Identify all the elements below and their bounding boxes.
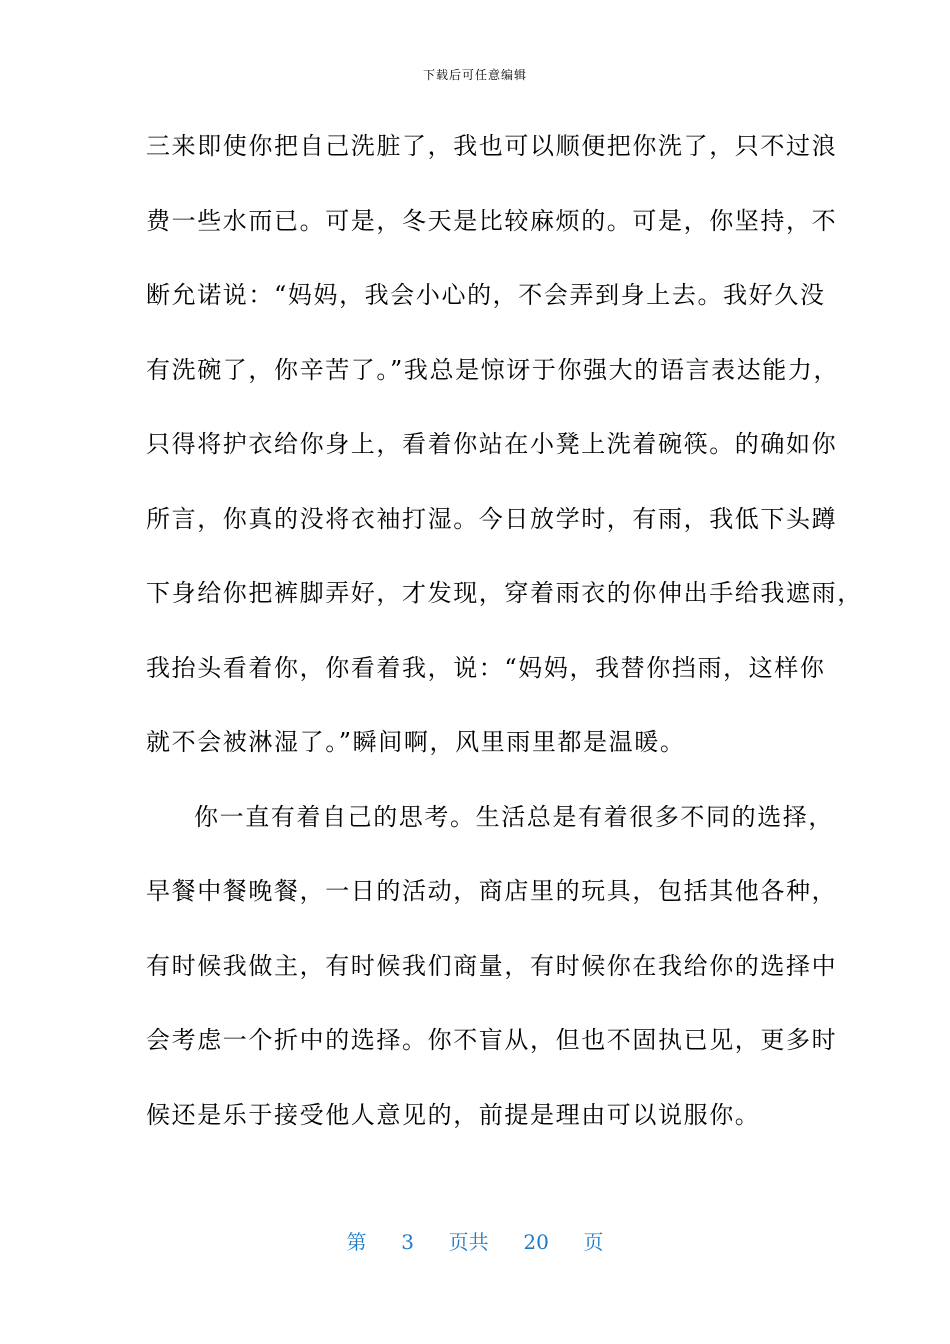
total-pages-number: 20	[523, 1230, 549, 1254]
text-line: 三来即使你把自己洗脏了，我也可以顺便把你洗了，只不过浪	[146, 132, 838, 160]
text-line: 有洗碗了，你辛苦了。”我总是惊讶于你强大的语言表达能力，	[146, 355, 840, 384]
document-body	[146, 120, 863, 1163]
text-line: 早餐中餐晚餐，一日的活动，商店里的玩具，包括其他各种，	[146, 877, 838, 905]
text-line: 只得将护衣给你身上，看着你站在小凳上洗着碗筷。的确如你	[146, 430, 838, 458]
footer-middle: 页共	[448, 1230, 489, 1254]
text-line: 所言，你真的没将衣袖打湿。今日放学时，有雨，我低下头蹲	[146, 504, 838, 533]
footer-prefix: 第	[346, 1230, 367, 1254]
footer-suffix: 页	[583, 1230, 604, 1254]
paragraph-start-line: 你一直有着自己的思考。生活总是有着很多不同的选择，	[194, 802, 834, 831]
header-note: 下载后可任意编辑	[422, 68, 527, 82]
text-line: 有时候我做主，有时候我们商量，有时候你在我给你的选择中	[146, 951, 838, 980]
text-line: 我抬头看着你，你看着我，说：“妈妈，我替你挡雨，这样你	[146, 653, 826, 682]
text-line: 会考虑一个折中的选择。你不盲从，但也不固执已见，更多时	[146, 1026, 838, 1054]
current-page-number: 3	[401, 1230, 414, 1254]
text-line: 下身给你把裤脚弄好，才发现，穿着雨衣的你伸出手给我遮雨，	[146, 579, 863, 607]
text-line: 候还是乐于接受他人意见的，前提是理由可以说服你。	[146, 1100, 761, 1129]
text-line: 断允诺说：“妈妈，我会小心的，不会弄到身上去。我好久没	[146, 281, 826, 309]
text-line: 就不会被淋湿了。”瞬间啊，风里雨里都是温暖。	[146, 728, 686, 756]
page-footer	[0, 1226, 950, 1255]
text-line: 费一些水而已。可是，冬天是比较麻烦的。可是，你坚持，不	[146, 206, 838, 235]
